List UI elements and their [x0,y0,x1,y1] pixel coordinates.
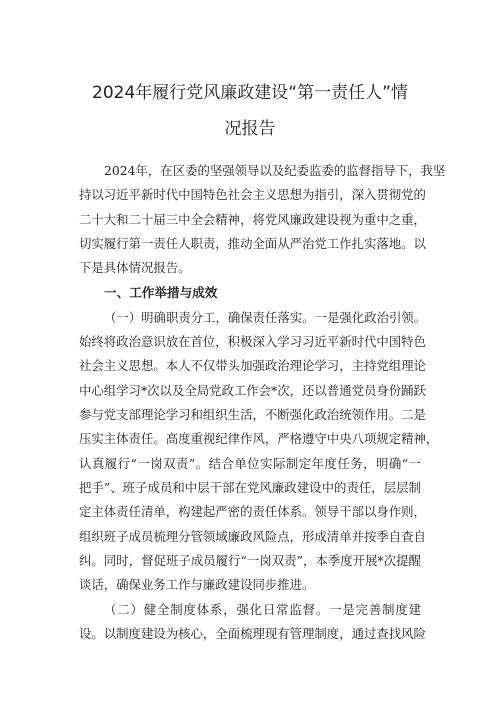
document-title-line-2: 况报告 [224,119,276,139]
document-title-line-1: 2024年履行党风廉政建设“第一责任人”情 [92,83,408,103]
intro-paragraph-line: 下是具体情况报告。 [79,260,191,275]
subsection-2-line: 设。以制度建设为核心，全面梳理现有管理制度，通过查找风险 [79,626,426,641]
subsection-1-line: （一）明确职责分工，确保责任落实。一是强化政治引领。 [104,310,427,325]
subsection-1-line: 参与党支部理论学习和组织生活，不断强化政治统领作用。二是 [79,407,426,422]
intro-paragraph-line: 切实履行第一责任人职责，推动全面从严治党工作扎实落地。以 [79,236,426,251]
intro-paragraph-line: 2024年，在区委的坚强领导以及纪委监委的监督指导下，我坚 [104,163,446,178]
subsection-1-line: 中心组学习*次以及全局党政工作会*次，还以普通党员身份踊跃 [79,383,426,398]
subsection-1-line: 认真履行“一岗双责”。结合单位实际制定年度任务，明确“一 [79,456,421,471]
subsection-1-line: 组织班子成员梳理分管领域廉政风险点，形成清单并按季自查自 [79,529,426,544]
subsection-1-line: 谈话，确保业务工作与廉政建设同步推进。 [79,577,315,592]
subsection-2-line: （二）健全制度体系，强化日常监督。一是完善制度建 [104,602,421,617]
section-heading: 一、工作举措与成效 [104,285,218,300]
subsection-1-line: 压实主体责任。高度重视纪律作风，严格遵守中央八项规定精神， [79,431,439,446]
subsection-1-line: 始终将政治意识放在首位，积极深入学习习近平新时代中国特色 [79,334,426,349]
intro-paragraph-line: 持以习近平新时代中国特色社会主义思想为指引，深入贯彻党的 [79,187,426,202]
subsection-1-line: 定主体责任清单，构建起严密的责任体系。领导干部以身作则， [79,504,426,519]
subsection-1-line: 纠。同时，督促班子成员履行“一岗双责”，本季度开展*次提醒 [79,553,421,568]
intro-paragraph-line: 二十大和二十届三中全会精神，将党风廉政建设视为重中之重， [79,212,426,227]
subsection-1-line: 把手”、班子成员和中层干部在党风廉政建设中的责任，层层制 [79,480,421,495]
subsection-1-line: 社会主义思想。本人不仅带头加强政治理论学习，主持党组理论 [79,358,426,373]
